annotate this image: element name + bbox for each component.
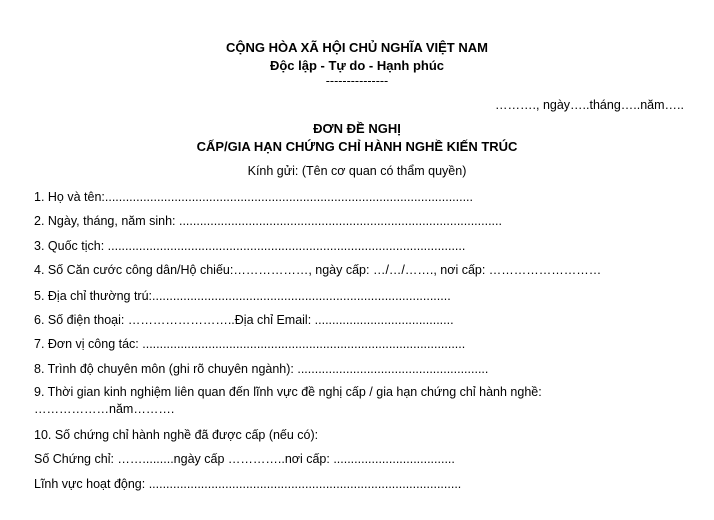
- field-date-of-birth: 2. Ngày, tháng, năm sinh: .............................................................................................: [34, 214, 502, 228]
- form-title: ĐƠN ĐỀ NGHỊ: [313, 121, 401, 136]
- field-experience-years: ………………năm……….: [34, 402, 175, 416]
- field-experience: 9. Thời gian kinh nghiệm liên quan đến lĩnh vực đề nghị cấp / gia hạn chứng chỉ hành nghề:: [34, 385, 542, 399]
- field-certificate-issued: 10. Số chứng chỉ hành nghề đã được cấp (nếu có):: [34, 428, 319, 442]
- motto: Độc lập - Tự do - Hạnh phúc: [269, 58, 445, 73]
- field-full-name: 1. Họ và tên:..........................................................................................................: [34, 190, 474, 204]
- republic-heading: CỘNG HÒA XÃ HỘI CHỦ NGHĨA VIỆT NAM: [226, 40, 488, 55]
- field-nationality: 3. Quốc tịch: .......................................................................................................: [34, 239, 466, 253]
- field-activity-area: Lĩnh vực hoạt động: ..........................................................................................: [34, 477, 462, 491]
- field-permanent-address: 5. Địa chỉ thường trú:......................................................................................: [34, 289, 451, 303]
- field-qualification: 8. Trình độ chuyên môn (ghi rõ chuyên ngành): .......................................................: [34, 362, 489, 376]
- field-certificate-number: Số Chứng chỉ: …….........ngày cấp …………..nơi cấp: ...................................: [34, 452, 455, 466]
- field-workplace: 7. Đơn vị công tác: .............................................................................................: [34, 337, 466, 351]
- date-line: ………., ngày…..tháng…..năm…..: [495, 98, 684, 112]
- addressee: Kính gửi: (Tên cơ quan có thẩm quyền): [247, 164, 467, 178]
- form-subtitle: CẤP/GIA HẠN CHỨNG CHỈ HÀNH NGHỀ KIẾN TRÚC: [196, 139, 518, 154]
- field-id-number: 4. Số Căn cước công dân/Hộ chiếu:………………, ngày cấp: …/…/……., nơi cấp: ………………………: [34, 263, 602, 277]
- header-divider: ---------------: [325, 74, 389, 88]
- field-phone-email: 6. Số điện thoại: ……………………..Địa chỉ Email: ........................................: [34, 313, 454, 327]
